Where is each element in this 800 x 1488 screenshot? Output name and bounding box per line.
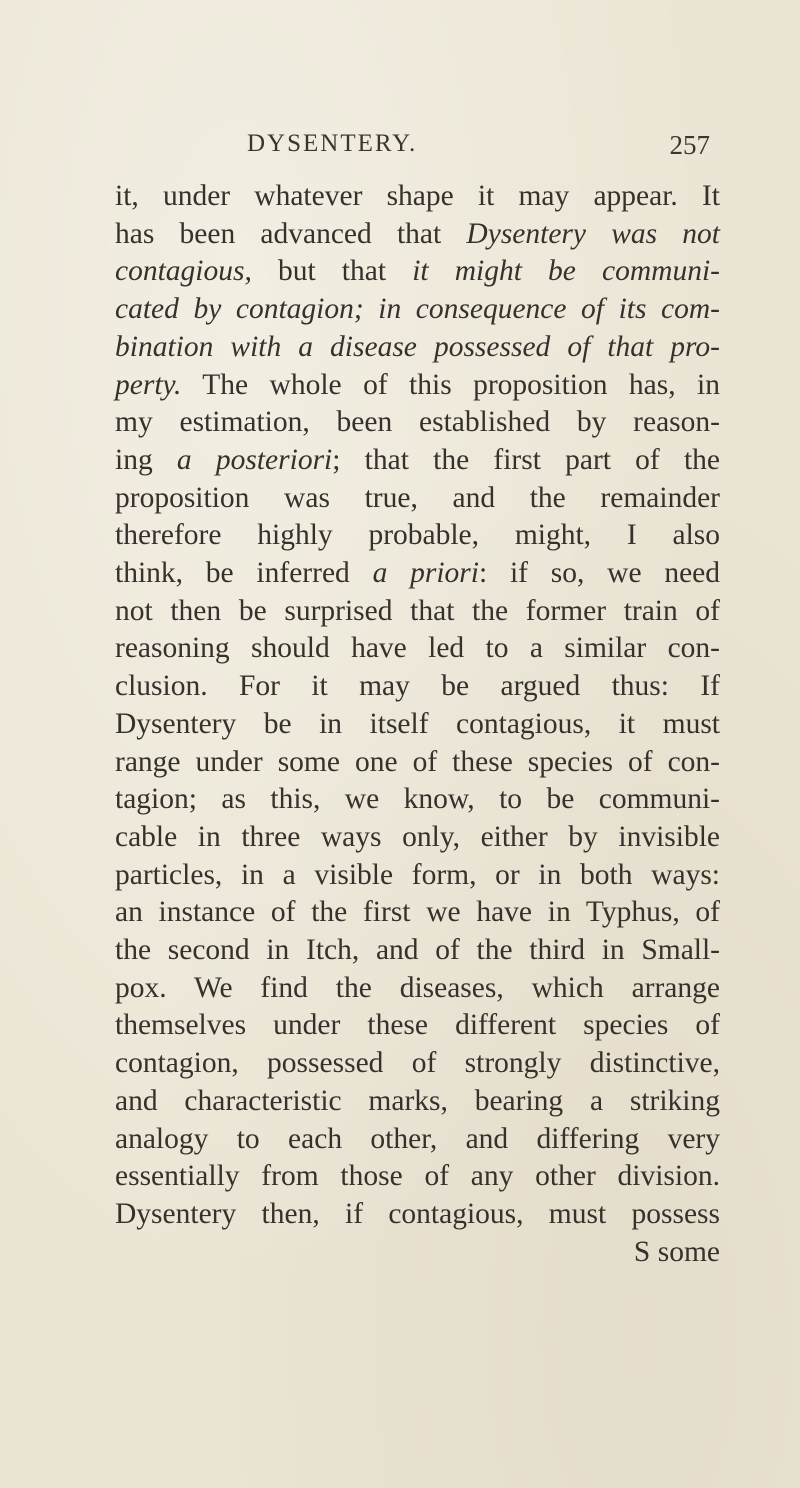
text-run: my estimation, been established by reason- <box>115 406 720 439</box>
text-line <box>115 253 720 291</box>
running-title: DYSENTERY. <box>247 130 418 157</box>
text-line <box>115 970 720 1008</box>
text-line <box>115 178 720 216</box>
text-line <box>115 367 720 405</box>
text-line <box>115 630 720 668</box>
text-line <box>115 1083 720 1121</box>
text-run: essentially from those of any other division. <box>115 1160 720 1193</box>
text-line <box>115 668 720 706</box>
text-line <box>115 1045 720 1083</box>
text-line <box>115 819 720 857</box>
text-run: range under some one of these species of con- <box>115 745 720 778</box>
text-line <box>115 517 720 555</box>
text-run: : if so, we need <box>478 557 721 590</box>
text-run: proposition was true, and the remainder <box>115 481 720 514</box>
text-run: cable in three ways only, either by invisible <box>115 820 720 853</box>
text-line <box>115 480 720 518</box>
text-line <box>115 216 720 254</box>
italic-run: a posteriori <box>176 443 333 476</box>
body-text <box>115 178 720 1271</box>
text-line <box>115 744 720 782</box>
text-line <box>115 857 720 895</box>
text-line <box>115 555 720 593</box>
text-run: contagion, possessed of strongly distinctive, <box>115 1047 720 1080</box>
italic-run: it might be communi- <box>412 255 720 288</box>
text-run: tagion; as this, we know, to be communi- <box>115 783 720 816</box>
text-run: analogy to each other, and differing very <box>115 1122 720 1155</box>
text-run: think, be inferred <box>115 557 373 590</box>
text-run: clusion. For it may be argued thus: If <box>115 670 720 703</box>
italic-run: bination with a disease possessed of that pro- <box>115 330 720 363</box>
italic-run: cated by contagion; in consequence of its com- <box>115 293 720 326</box>
text-line <box>115 329 720 367</box>
text-run: reasoning should have led to a similar con- <box>115 632 720 665</box>
text-run: the second in Itch, and of the third in Small- <box>115 934 720 967</box>
italic-run: contagious, <box>115 255 252 288</box>
text-line <box>115 1196 720 1234</box>
text-line <box>115 442 720 480</box>
text-line <box>115 593 720 631</box>
text-run: not then be surprised that the former train of <box>115 594 720 627</box>
text-run: Dysentery be in itself contagious, it must <box>115 707 720 740</box>
text-run: themselves under these different species of <box>115 1009 720 1042</box>
text-line <box>115 291 720 329</box>
text-line <box>115 1234 720 1272</box>
text-run: it, under whatever shape it may appear. It <box>115 180 720 212</box>
page-header <box>115 130 710 170</box>
text-run: an instance of the first we have in Typhus, of <box>115 896 720 929</box>
text-line <box>115 1121 720 1159</box>
page-number: 257 <box>669 130 710 160</box>
text-line <box>115 1007 720 1045</box>
text-run: ; that the first part of the <box>332 443 721 476</box>
text-run: ing <box>115 443 177 476</box>
text-line <box>115 404 720 442</box>
italic-run: perty. <box>115 368 182 401</box>
text-line <box>115 894 720 932</box>
italic-run: Dysentery was not <box>466 217 721 250</box>
text-run: some <box>650 1235 720 1268</box>
text-run: pox. We find the diseases, which arrange <box>115 971 720 1004</box>
text-run: and characteristic marks, bearing a striking <box>115 1084 720 1117</box>
text-line <box>115 706 720 744</box>
text-line <box>115 932 720 970</box>
text-run: Dysentery then, if contagious, must possess <box>115 1197 720 1230</box>
text-run: has been advanced that <box>115 217 467 250</box>
text-run: but that <box>251 255 413 288</box>
text-line <box>115 1158 720 1196</box>
text-run: therefore highly probable, might, I also <box>115 519 720 552</box>
text-run: S <box>633 1235 651 1268</box>
text-line <box>115 781 720 819</box>
italic-run: a priori <box>372 557 479 590</box>
text-run: particles, in a visible form, or in both ways: <box>115 858 720 891</box>
text-run: The whole of this proposition has, in <box>181 368 720 401</box>
